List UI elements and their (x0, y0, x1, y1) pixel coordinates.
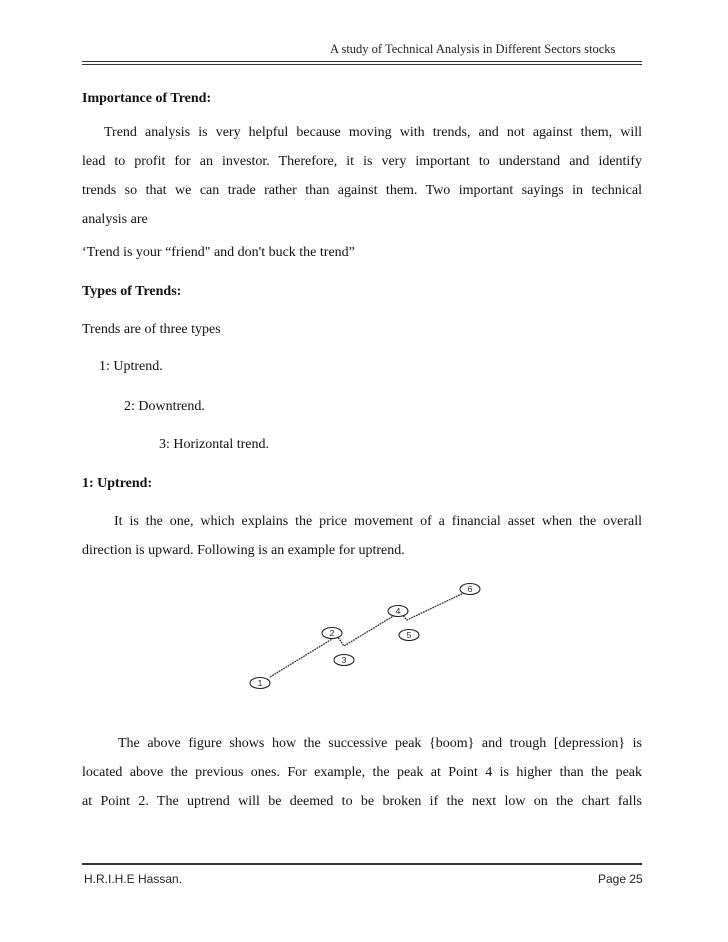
header-rule-double (82, 64, 642, 65)
footer-rule (82, 863, 642, 865)
point-label: 6 (467, 584, 473, 594)
point-label: 4 (395, 606, 401, 616)
point-label: 1 (257, 678, 263, 688)
paragraph-line: analysis are (82, 212, 148, 227)
point-marker-1 (250, 678, 270, 689)
page-number: Page 25 (598, 872, 643, 886)
point-marker-2 (322, 628, 342, 639)
point-label: 2 (329, 628, 335, 638)
list-item: 1: Uptrend. (99, 359, 163, 374)
paragraph-line: Trend analysis is very helpful because moving with trends, and not against them, will (104, 125, 642, 140)
point-marker-5 (399, 630, 419, 641)
trend-quote: ‘Trend is your “friend" and don't buck the trend” (82, 245, 355, 260)
paragraph-line: lead to profit for an investor. Therefore, it is very important to understand and identify (82, 154, 642, 169)
paragraph-line: The above figure shows how the successive peak {boom} and trough [depression} is (118, 736, 642, 751)
header-rule (82, 61, 642, 62)
paragraph-line: at Point 2. The uptrend will be deemed to be broken if the next low on the chart falls (82, 794, 642, 809)
point-label: 3 (341, 655, 347, 665)
list-item: 2: Downtrend. (124, 399, 205, 414)
point-marker-6 (460, 584, 480, 595)
paragraph-line: located above the previous ones. For example, the peak at Point 4 is higher than the peak (82, 765, 642, 780)
uptrend-line (270, 590, 470, 677)
point-label: 5 (406, 630, 412, 640)
footer-author: H.R.I.H.E Hassan. (84, 872, 183, 886)
heading-uptrend: 1: Uptrend: (82, 476, 153, 491)
point-marker-3 (334, 655, 354, 666)
uptrend-diagram (246, 574, 492, 696)
paragraph-line: direction is upward. Following is an example for uptrend. (82, 543, 405, 558)
paragraph-line: It is the one, which explains the price movement of a financial asset when the overall (114, 514, 642, 529)
heading-types-of-trends: Types of Trends: (82, 284, 182, 299)
paragraph-line: trends so that we can trade rather than against them. Two important sayings in technical (82, 183, 642, 198)
list-item: 3: Horizontal trend. (159, 437, 270, 452)
heading-importance-of-trend: Importance of Trend: (82, 91, 212, 106)
point-marker-4 (388, 606, 408, 617)
running-header: A study of Technical Analysis in Different Sectors stocks (330, 42, 616, 56)
types-intro: Trends are of three types (82, 322, 221, 337)
